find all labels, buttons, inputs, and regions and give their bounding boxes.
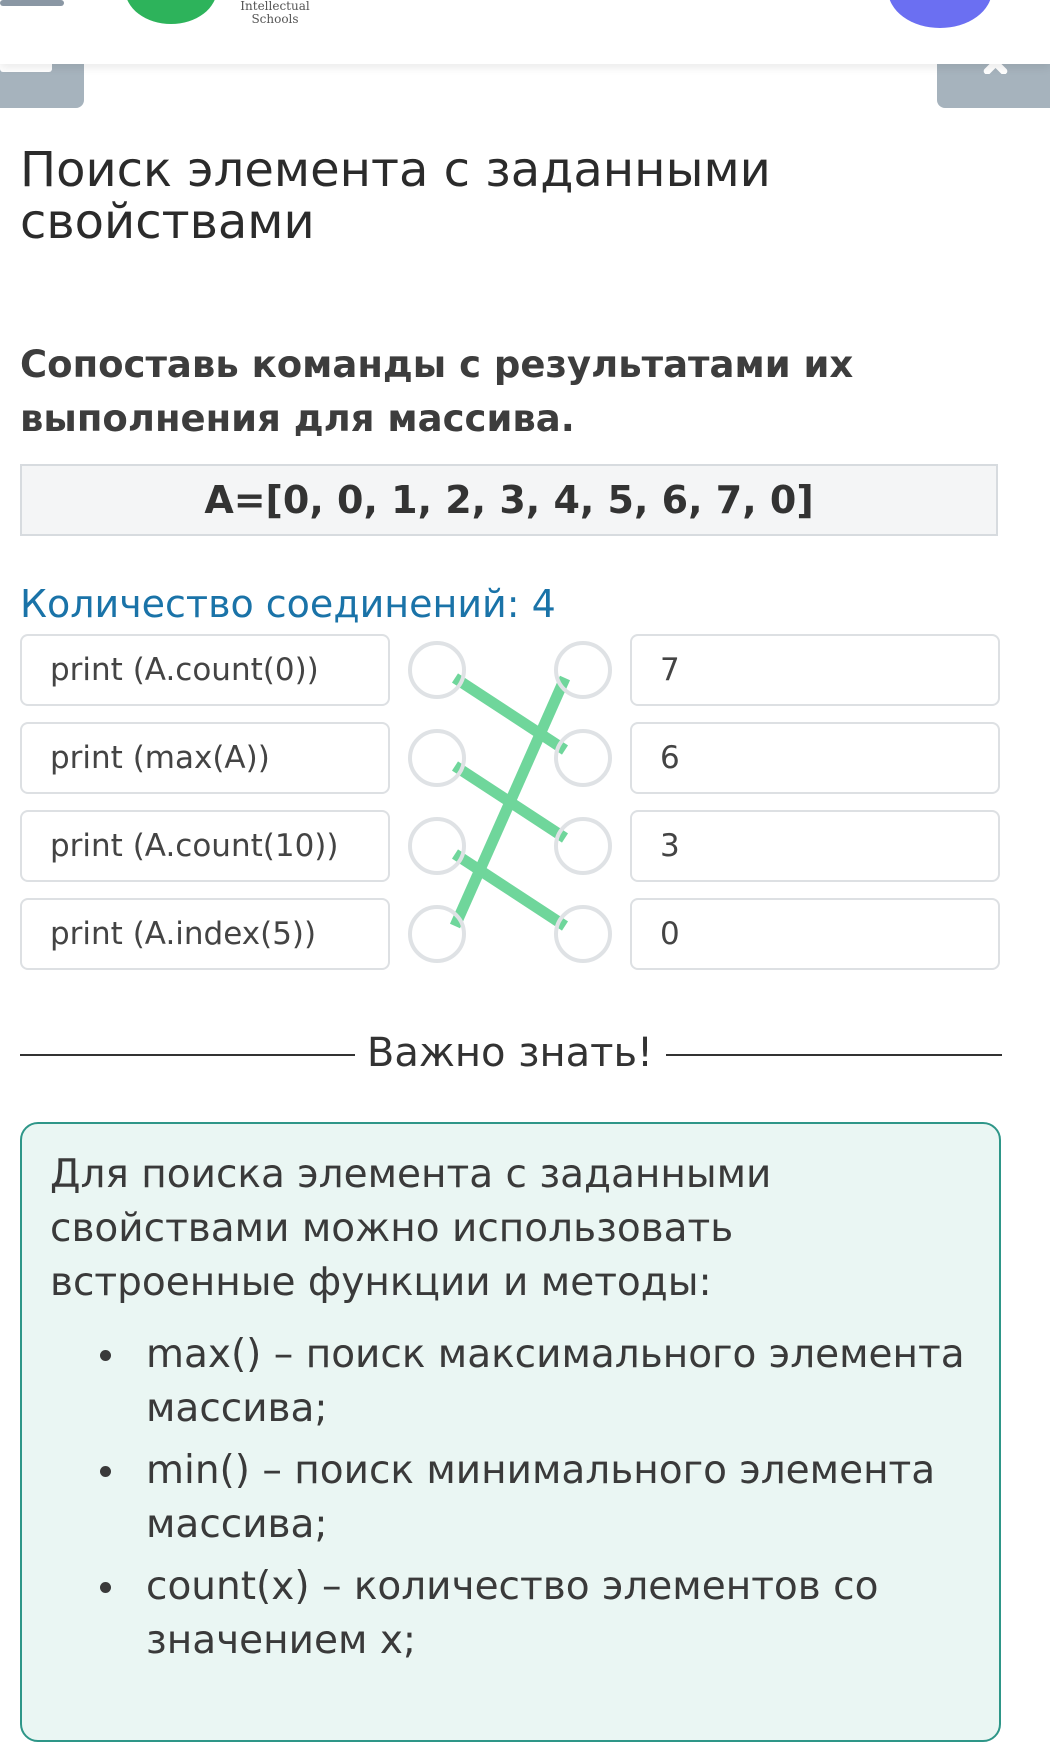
left-option-label: print (max(A)): [50, 740, 270, 776]
page-title: Поиск элемента с заданными свойствами: [20, 142, 771, 250]
left-connector-4[interactable]: [410, 907, 464, 961]
info-intro: Для поиска элемента с заданными свойствами можно использовать встроенные функции и методы:: [50, 1152, 772, 1305]
task-title: Сопоставь команды с результатами их выполнения для массива.: [20, 343, 854, 440]
right-connector-3[interactable]: [556, 819, 610, 873]
important-heading: Важно знать!: [366, 1030, 654, 1076]
list-item-text: max() – поиск максимального элемента массива;: [146, 1332, 965, 1431]
right-option-label: 6: [660, 740, 680, 776]
right-option-label: 3: [660, 828, 680, 864]
left-connector-2[interactable]: [410, 731, 464, 785]
right-connector-2[interactable]: [556, 731, 610, 785]
right-option-label: 0: [660, 916, 680, 952]
connections-count: Количество соединений: 4: [20, 582, 556, 626]
array-text: A=[0, 0, 1, 2, 3, 4, 5, 6, 7, 0]: [204, 478, 814, 522]
list-item-text: min() – поиск минимального элемента массива;: [146, 1448, 936, 1547]
logo-line-2: Schools: [251, 12, 299, 26]
left-option-label: print (A.count(10)): [50, 828, 339, 864]
left-option-label: print (A.index(5)): [50, 916, 317, 952]
list-item-text: count(x) – количество элементов со значением x;: [146, 1564, 879, 1663]
right-connector-4[interactable]: [556, 907, 610, 961]
right-connector-1[interactable]: [556, 643, 610, 697]
right-option-label: 7: [660, 652, 680, 688]
logo-line-1: Intellectual: [240, 0, 310, 13]
left-connector-3[interactable]: [410, 819, 464, 873]
left-connector-1[interactable]: [410, 643, 464, 697]
left-option-label: print (A.count(0)): [50, 652, 319, 688]
